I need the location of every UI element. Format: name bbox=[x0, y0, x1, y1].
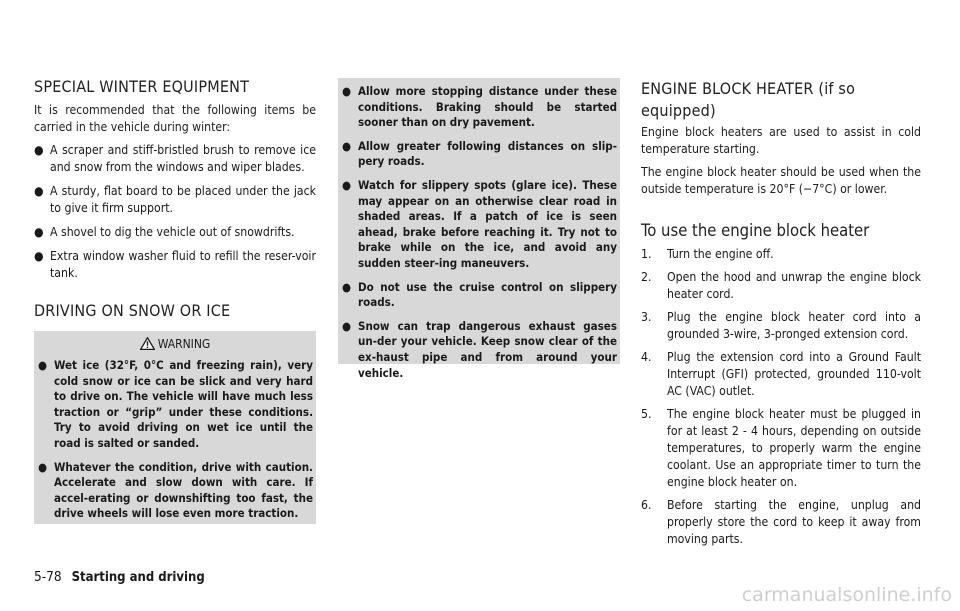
warning-box bbox=[34, 331, 316, 524]
heading-engine-block-heater: ENGINE BLOCK HEATER (if so equipped) bbox=[641, 79, 856, 120]
heater-steps-list bbox=[641, 246, 921, 554]
heading-special-winter-equipment: SPECIAL WINTER EQUIPMENT bbox=[34, 77, 250, 96]
warning-label: WARNING bbox=[157, 337, 211, 351]
bullet-icon: ● bbox=[342, 138, 352, 153]
driving-tips-list bbox=[342, 84, 617, 389]
warning-header bbox=[34, 337, 316, 351]
list-item: ● Whatever the condition, drive with caution. Accelerate and slow down with care. If accel-erating or downshifting too fast, the drive wheels will lose even more traction. bbox=[38, 459, 313, 521]
list-item: 6. Before starting the engine, unplug and properly store the cord to keep it away from moving parts. bbox=[641, 498, 921, 546]
list-item: ● Allow greater following distances on slip-pery roads. bbox=[342, 138, 617, 169]
caution-box bbox=[338, 78, 620, 380]
heater-intro-paragraph: Engine block heaters are used to assist in cold temperature starting. bbox=[641, 125, 921, 156]
warning-list bbox=[38, 358, 313, 530]
list-item: 5. The engine block heater must be plugged in for at least 2 - 4 hours, depending on outside temperatures, to properly warm the engine coolant. Use an appropriate timer to turn the engine block heater on. bbox=[641, 407, 921, 489]
bullet-icon: ● bbox=[38, 358, 48, 372]
list-item: ● Allow more stopping distance under these conditions. Braking should be started sooner than on dry pavement. bbox=[342, 84, 617, 130]
list-item: ● Do not use the cruise control on slippery roads. bbox=[342, 279, 617, 310]
bullet-icon: ● bbox=[34, 143, 44, 157]
section-title: Starting and driving bbox=[71, 570, 205, 585]
list-item: ● Snow can trap dangerous exhaust gases un-der your vehicle. Keep snow clear of the ex-haust pipe and from around your vehicle. bbox=[342, 318, 617, 380]
list-item: ● A scraper and stiff-bristled brush to remove ice and snow from the windows and wiper blades. bbox=[34, 143, 316, 174]
list-item: ● Wet ice (32°F, 0°C and freezing rain), very cold snow or ice can be slick and very hard to drive on. The vehicle will have much less traction or “grip” under these conditions. Try to avoid driving on wet ice until the road is salted or sanded. bbox=[38, 358, 313, 450]
list-item: ● Extra window washer fluid to refill the reser-voir tank. bbox=[34, 249, 316, 280]
bullet-icon: ● bbox=[34, 249, 44, 263]
bullet-icon: ● bbox=[342, 279, 352, 294]
list-item: 1. Turn the engine off. bbox=[641, 247, 774, 261]
heater-usage-paragraph: The engine block heater should be used when the outside temperature is 20°F (−7°C) or lower. bbox=[641, 165, 921, 196]
page-footer bbox=[34, 569, 205, 585]
list-item: ● A shovel to dig the vehicle out of snowdrifts. bbox=[34, 225, 295, 239]
bullet-icon: ● bbox=[342, 84, 352, 98]
list-item: 2. Open the hood and unwrap the engine block heater cord. bbox=[641, 270, 921, 301]
warning-icon bbox=[140, 337, 155, 350]
list-item: 4. Plug the extension cord into a Ground Fault Interrupt (GFI) protected, grounded 110-volt AC (VAC) outlet. bbox=[641, 350, 921, 398]
bullet-icon: ● bbox=[342, 177, 352, 192]
list-item: ● Watch for slippery spots (glare ice). These may appear on an otherwise clear road in shaded areas. If a patch of ice is seen ahead, brake before reaching it. Try not to brake while on the ice, and avoid any sudden steer-ing maneuvers. bbox=[342, 177, 617, 270]
bullet-icon: ● bbox=[38, 459, 48, 474]
intro-paragraph: It is recommended that the following items be carried in the vehicle during winter: bbox=[34, 103, 316, 134]
list-item: ● A sturdy, flat board to be placed under the jack to give it firm support. bbox=[34, 184, 316, 215]
list-item: 3. Plug the engine block heater cord into a grounded 3-wire, 3-pronged extension cord. bbox=[641, 310, 921, 341]
bullet-icon: ● bbox=[342, 318, 352, 333]
heading-driving-on-snow: DRIVING ON SNOW OR ICE bbox=[34, 301, 231, 320]
bullet-icon: ● bbox=[34, 184, 44, 198]
winter-equipment-list bbox=[34, 142, 316, 289]
page-number: 5-78 bbox=[34, 569, 62, 585]
watermark-text: carmanualsonline.info bbox=[741, 584, 952, 606]
bullet-icon: ● bbox=[34, 225, 44, 239]
subheading-use-heater: To use the engine block heater bbox=[641, 221, 870, 240]
